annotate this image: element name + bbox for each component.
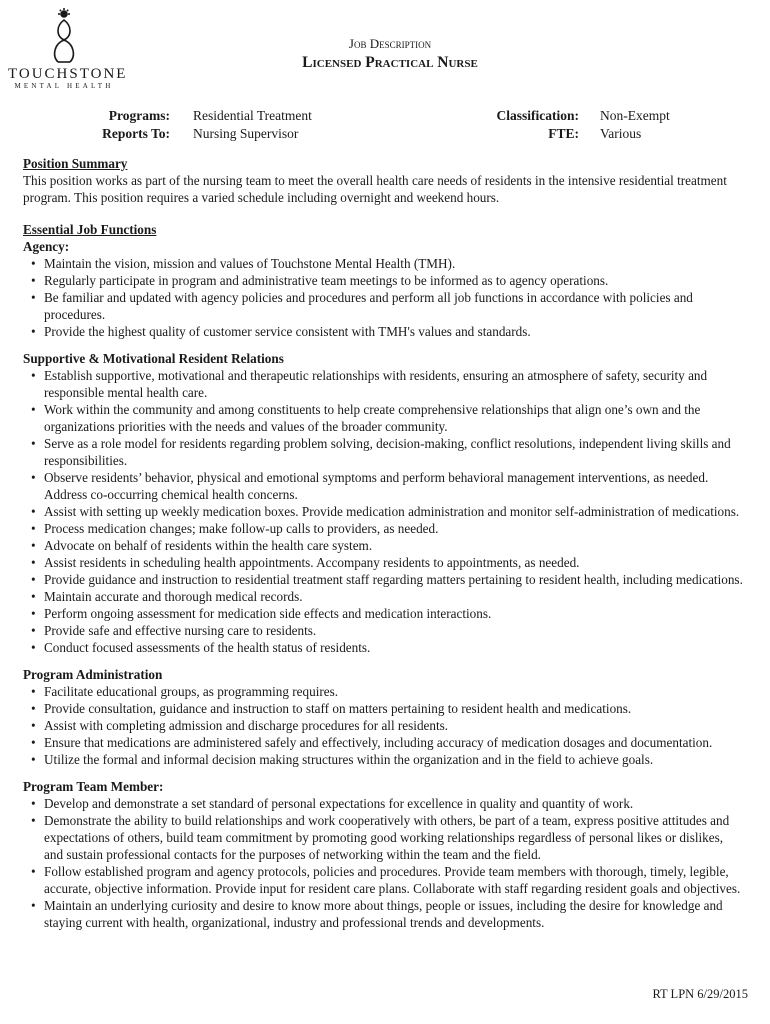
list-item [23,605,745,622]
classification-label: Classification: [496,108,579,123]
bullet-icon: • [31,555,36,570]
list-item-text: Be familiar and updated with agency policies and procedures and perform all job functions in accordance with policies and procedures. [44,290,693,322]
meta-values-right [600,107,670,143]
list-item [23,571,745,588]
bullet-icon: • [31,752,36,767]
list-item [23,863,745,897]
list-item-text: Provide consultation, guidance and instruction to staff on matters pertaining to resident health and medications. [44,701,632,716]
list-item [23,520,745,537]
bullet-icon: • [31,718,36,733]
bullet-icon: • [31,606,36,621]
list-item-text: Demonstrate the ability to build relationships and work cooperatively with others, be part of a team, express positive attitudes and expectations of others, build team commitment by promoting good working relationships regardless of personal likes or dislikes, and sustain professional contacts for the purposes of networking within the team and the field. [44,813,730,862]
bullet-icon: • [31,640,36,655]
meta-labels-left [80,107,170,143]
list-item [23,734,745,751]
supportive-heading: Supportive & Motivational Resident Relations [23,351,284,366]
bullet-icon: • [31,538,36,553]
agency-heading: Agency: [23,239,70,254]
list-item [23,537,745,554]
list-item-text: Maintain an underlying curiosity and desire to know more about things, people or issues, including the desire for knowledge and staying current with health, organizational, industry and professional trends and developments. [44,898,723,930]
list-item [23,367,745,401]
page-title: Licensed Practical Nurse [302,54,478,71]
list-item-text: Advocate on behalf of residents within the health care system. [44,538,373,553]
supportive-list [23,367,745,656]
program-admin-heading: Program Administration [23,667,163,682]
list-item-text: Provide guidance and instruction to residential treatment staff regarding matters pertaining to resident health, including medications. [44,572,743,587]
bullet-icon: • [31,813,36,828]
summary-heading: Position Summary [23,156,128,171]
document-body [23,155,745,931]
summary-text: This position works as part of the nursing team to meet the overall health care needs of residents in the intensive residential treatment program. This position requires a varied schedule including overnight and weekend hours. [23,173,727,205]
bullet-icon: • [31,324,36,339]
programs-value: Residential Treatment [193,108,312,123]
essential-functions-heading: Essential Job Functions [23,222,157,237]
list-item-text: Develop and demonstrate a set standard of personal expectations for excellence in quality and quantity of work. [44,796,634,811]
bullet-icon: • [31,256,36,271]
list-item-text: Observe residents’ behavior, physical and emotional symptoms and perform behavioral management interventions, as needed. Address co-occurring chemical health concerns. [44,470,709,502]
list-item-text: Maintain the vision, mission and values of Touchstone Mental Health (TMH). [44,256,456,271]
bullet-icon: • [31,864,36,879]
bullet-icon: • [31,402,36,417]
list-item-text: Utilize the formal and informal decision making structures within the organization and in the field to achieve goals. [44,752,654,767]
team-member-heading: Program Team Member: [23,779,164,794]
bullet-icon: • [31,589,36,604]
list-item [23,683,745,700]
list-item-text: Provide the highest quality of customer service consistent with TMH's values and standards. [44,324,531,339]
list-item [23,554,745,571]
fte-label: FTE: [548,126,579,141]
meta-labels-right [470,107,579,143]
bullet-icon: • [31,898,36,913]
list-item-text: Serve as a role model for residents regarding problem solving, decision-making, conflict resolutions, independent living skills and responsibilities. [44,436,731,468]
program-admin-list [23,683,745,768]
list-item [23,435,745,469]
bullet-icon: • [31,623,36,638]
logo-name: TOUCHSTONE [8,66,128,82]
list-item [23,700,745,717]
list-item [23,717,745,734]
bullet-icon: • [31,735,36,750]
list-item-text: Regularly participate in program and administrative team meetings to be informed as to agency operations. [44,273,609,288]
bullet-icon: • [31,701,36,716]
list-item [23,289,745,323]
list-item-text: Provide safe and effective nursing care to residents. [44,623,317,638]
list-item [23,639,745,656]
team-member-list [23,795,745,931]
list-item-text: Maintain accurate and thorough medical records. [44,589,303,604]
list-item-text: Follow established program and agency protocols, policies and procedures. Provide team members with thorough, timely, legible, accurate, objective information. Provide input for resident care plans. Collaborate with staff regarding resident goals and objectives. [44,864,741,896]
programs-label: Programs: [108,108,170,123]
bullet-icon: • [31,470,36,485]
meta-values-left [193,107,312,143]
list-item [23,795,745,812]
list-item [23,401,745,435]
list-item-text: Assist residents in scheduling health appointments. Accompany residents to appointments, as needed. [44,555,580,570]
list-item-text: Establish supportive, motivational and therapeutic relationships with residents, ensuring an atmosphere of safety, security and responsible mental health care. [44,368,708,400]
doc-type: Job Description [348,36,432,51]
list-item [23,751,745,768]
list-item [23,255,745,272]
bullet-icon: • [31,684,36,699]
list-item-text: Assist with setting up weekly medication boxes. Provide medication administration and monitor self-administration of medications. [44,504,740,519]
list-item [23,622,745,639]
fte-value: Various [600,126,642,141]
list-item-text: Assist with completing admission and discharge procedures for all residents. [44,718,449,733]
list-item-text: Facilitate educational groups, as programming requires. [44,684,339,699]
list-item [23,469,745,503]
classification-value: Non-Exempt [600,108,670,123]
list-item [23,588,745,605]
list-item [23,503,745,520]
list-item [23,272,745,289]
list-item [23,897,745,931]
agency-list [23,255,745,340]
bullet-icon: • [31,796,36,811]
reports-to-label: Reports To: [102,126,170,141]
bullet-icon: • [31,504,36,519]
logo-subtitle: MENTAL HEALTH [14,82,114,90]
bullet-icon: • [31,521,36,536]
list-item-text: Ensure that medications are administered safely and effectively, including accuracy of medication dosages and documentation. [44,735,713,750]
bullet-icon: • [31,572,36,587]
bullet-icon: • [31,273,36,288]
bullet-icon: • [31,436,36,451]
reports-to-value: Nursing Supervisor [193,126,299,141]
list-item-text: Conduct focused assessments of the health status of residents. [44,640,371,655]
list-item-text: Work within the community and among constituents to help create comprehensive relationships that align one’s own and the organizations priorities with the needs and values of the broader community. [44,402,701,434]
list-item [23,812,745,863]
list-item [23,323,745,340]
list-item-text: Process medication changes; make follow-up calls to providers, as needed. [44,521,439,536]
footer-code: RT LPN 6/29/2015 [652,987,748,1001]
list-item-text: Perform ongoing assessment for medication side effects and medication interactions. [44,606,492,621]
bullet-icon: • [31,290,36,305]
bullet-icon: • [31,368,36,383]
